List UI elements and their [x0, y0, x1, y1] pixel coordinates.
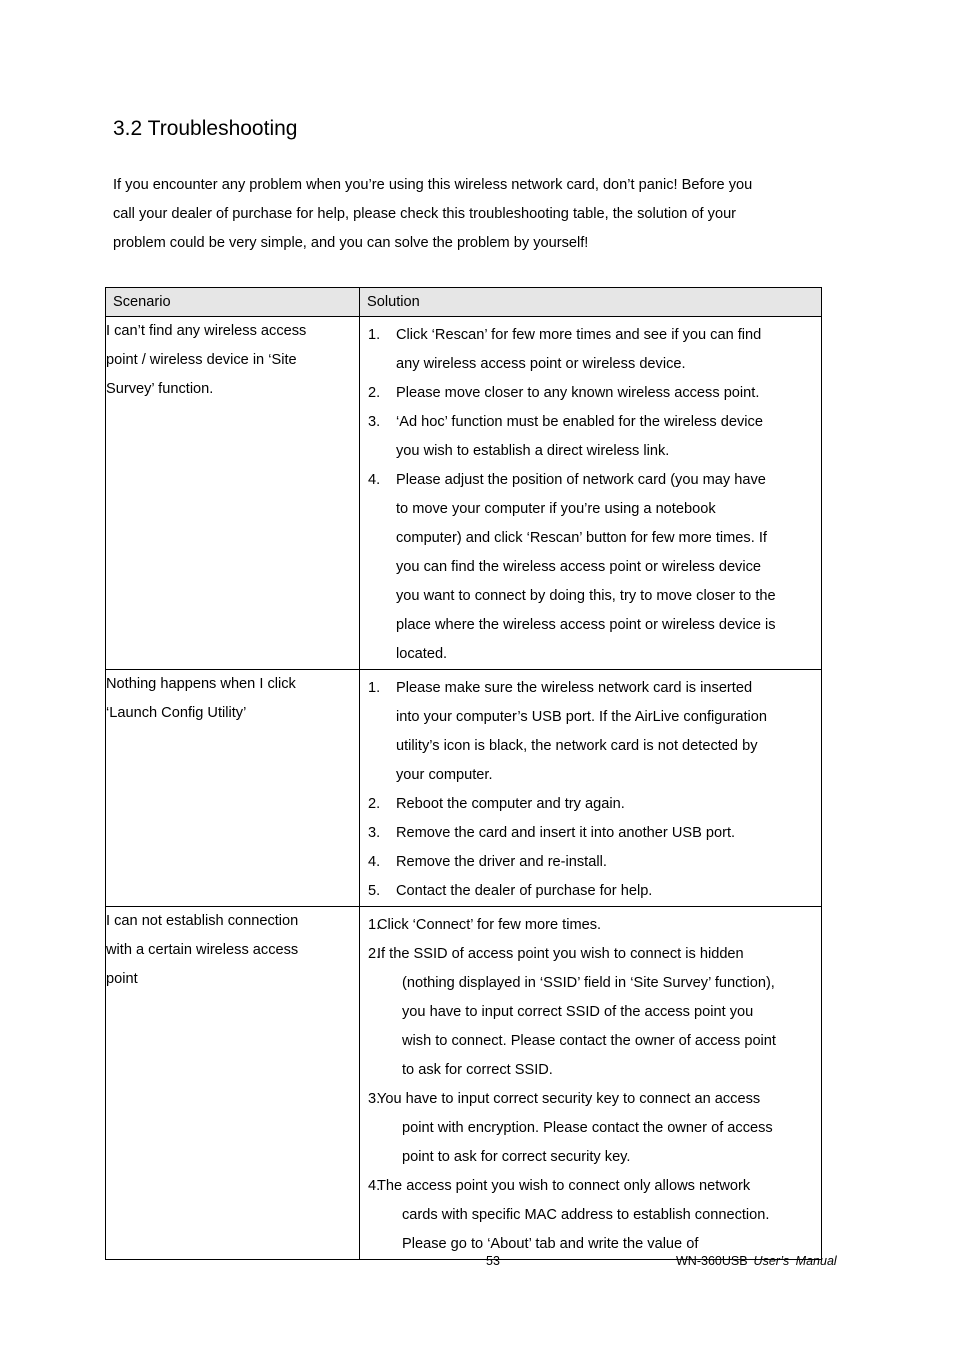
item-line: to move your computer if you’re using a notebook [396, 501, 716, 517]
scenario-cell [106, 907, 360, 1260]
item-line: Reboot the computer and try again. [396, 796, 625, 812]
scenario-line: I can not establish connection [106, 913, 299, 929]
item-line: wish to connect. Please contact the owner of access point [402, 1033, 776, 1049]
scenario-line: ‘Launch Config Utility’ [106, 705, 247, 721]
troubleshooting-table [105, 287, 822, 1260]
item-number: 2. [368, 946, 381, 962]
item-line: into your computer’s USB port. If the AirLive configuration [396, 709, 767, 725]
item-number: 5. [368, 883, 381, 899]
item-line: If the SSID of access point you wish to connect is hidden [377, 946, 744, 962]
document-footer [676, 1254, 837, 1268]
item-line: Remove the card and insert it into another USB port. [396, 825, 736, 841]
item-line: you wish to establish a direct wireless link. [396, 443, 670, 459]
item-line: (nothing displayed in ‘SSID’ field in ‘Site Survey’ function), [402, 975, 775, 991]
manual-label: User’s Manual [753, 1254, 837, 1268]
item-number: 3. [368, 1091, 381, 1107]
item-line: Contact the dealer of purchase for help. [396, 883, 653, 899]
header-scenario: Scenario [106, 288, 360, 317]
solution-cell [360, 670, 822, 907]
item-line: Remove the driver and re-install. [396, 854, 607, 870]
scenario-line: with a certain wireless access [106, 942, 299, 958]
solution-item [360, 408, 821, 466]
solution-list [360, 317, 821, 669]
scenario-line: I can’t find any wireless access [106, 323, 307, 339]
scenario-line: point / wireless device in ‘Site [106, 352, 297, 368]
header-solution: Solution [360, 288, 822, 317]
item-line: You have to input correct security key to connect an access [377, 1091, 761, 1107]
item-line: point to ask for correct security key. [402, 1149, 631, 1165]
scenario-line: Nothing happens when I click [106, 676, 296, 692]
solution-item [360, 674, 821, 790]
scenario-cell [106, 317, 360, 670]
solution-item [360, 877, 821, 906]
intro-line: call your dealer of purchase for help, please check this troubleshooting table, the solution of your [113, 206, 737, 222]
item-line: your computer. [396, 767, 493, 783]
solution-item [360, 379, 821, 408]
table-row [106, 907, 822, 1260]
item-line: you have to input correct SSID of the access point you [402, 1004, 754, 1020]
solution-item [360, 790, 821, 819]
item-line: place where the wireless access point or wireless device is [396, 617, 776, 633]
item-number: 1. [368, 680, 381, 696]
item-number: 3. [368, 414, 381, 430]
solution-item [360, 466, 821, 669]
item-line: Please adjust the position of network card (you may have [396, 472, 766, 488]
item-number: 3. [368, 825, 381, 841]
item-line: you can find the wireless access point or wireless device [396, 559, 762, 575]
item-number: 4. [368, 472, 381, 488]
table-row [106, 317, 822, 670]
page-number: 53 [486, 1254, 500, 1268]
item-line: you want to connect by doing this, try to move closer to the [396, 588, 776, 604]
item-line: utility’s icon is black, the network card is not detected by [396, 738, 758, 754]
item-line: located. [396, 646, 448, 662]
scenario-cell [106, 670, 360, 907]
intro-line: problem could be very simple, and you can solve the problem by yourself! [113, 235, 589, 251]
solution-item [360, 1085, 821, 1172]
solution-list [360, 670, 821, 906]
item-line: Please go to ‘About’ tab and write the value of [402, 1236, 699, 1252]
scenario-line: Survey’ function. [106, 381, 214, 397]
intro-paragraph [113, 171, 833, 258]
item-line: Click ‘Connect’ for few more times. [377, 917, 602, 933]
solution-item [360, 911, 821, 940]
item-line: The access point you wish to connect only allows network [377, 1178, 751, 1194]
model-name: WN-360USB [676, 1254, 748, 1268]
item-line: point with encryption. Please contact the owner of access [402, 1120, 773, 1136]
solution-item [360, 940, 821, 1085]
section-heading: 3.2 Troubleshooting [113, 117, 298, 140]
item-number: 4. [368, 1178, 381, 1194]
solution-cell [360, 317, 822, 670]
item-number: 1. [368, 327, 381, 343]
solution-item [360, 848, 821, 877]
item-line: ‘Ad hoc’ function must be enabled for the wireless device [396, 414, 763, 430]
item-line: Please make sure the wireless network card is inserted [396, 680, 753, 696]
item-number: 2. [368, 796, 381, 812]
item-line: any wireless access point or wireless device. [396, 356, 686, 372]
item-number: 2. [368, 385, 381, 401]
item-line: Please move closer to any known wireless access point. [396, 385, 760, 401]
intro-line: If you encounter any problem when you’re using this wireless network card, don’t panic! Before you [113, 177, 753, 193]
solution-list [360, 907, 821, 1259]
solution-item [360, 321, 821, 379]
item-number: 1. [368, 917, 381, 933]
item-line: Click ‘Rescan’ for few more times and see if you can find [396, 327, 762, 343]
item-number: 4. [368, 854, 381, 870]
item-line: computer) and click ‘Rescan’ button for few more times. If [396, 530, 767, 546]
solution-cell [360, 907, 822, 1260]
table-header-row [106, 288, 822, 317]
item-line: to ask for correct SSID. [402, 1062, 553, 1078]
solution-item [360, 1172, 821, 1259]
solution-item [360, 819, 821, 848]
item-line: cards with specific MAC address to establish connection. [402, 1207, 770, 1223]
scenario-line: point [106, 971, 138, 987]
table-row [106, 670, 822, 907]
